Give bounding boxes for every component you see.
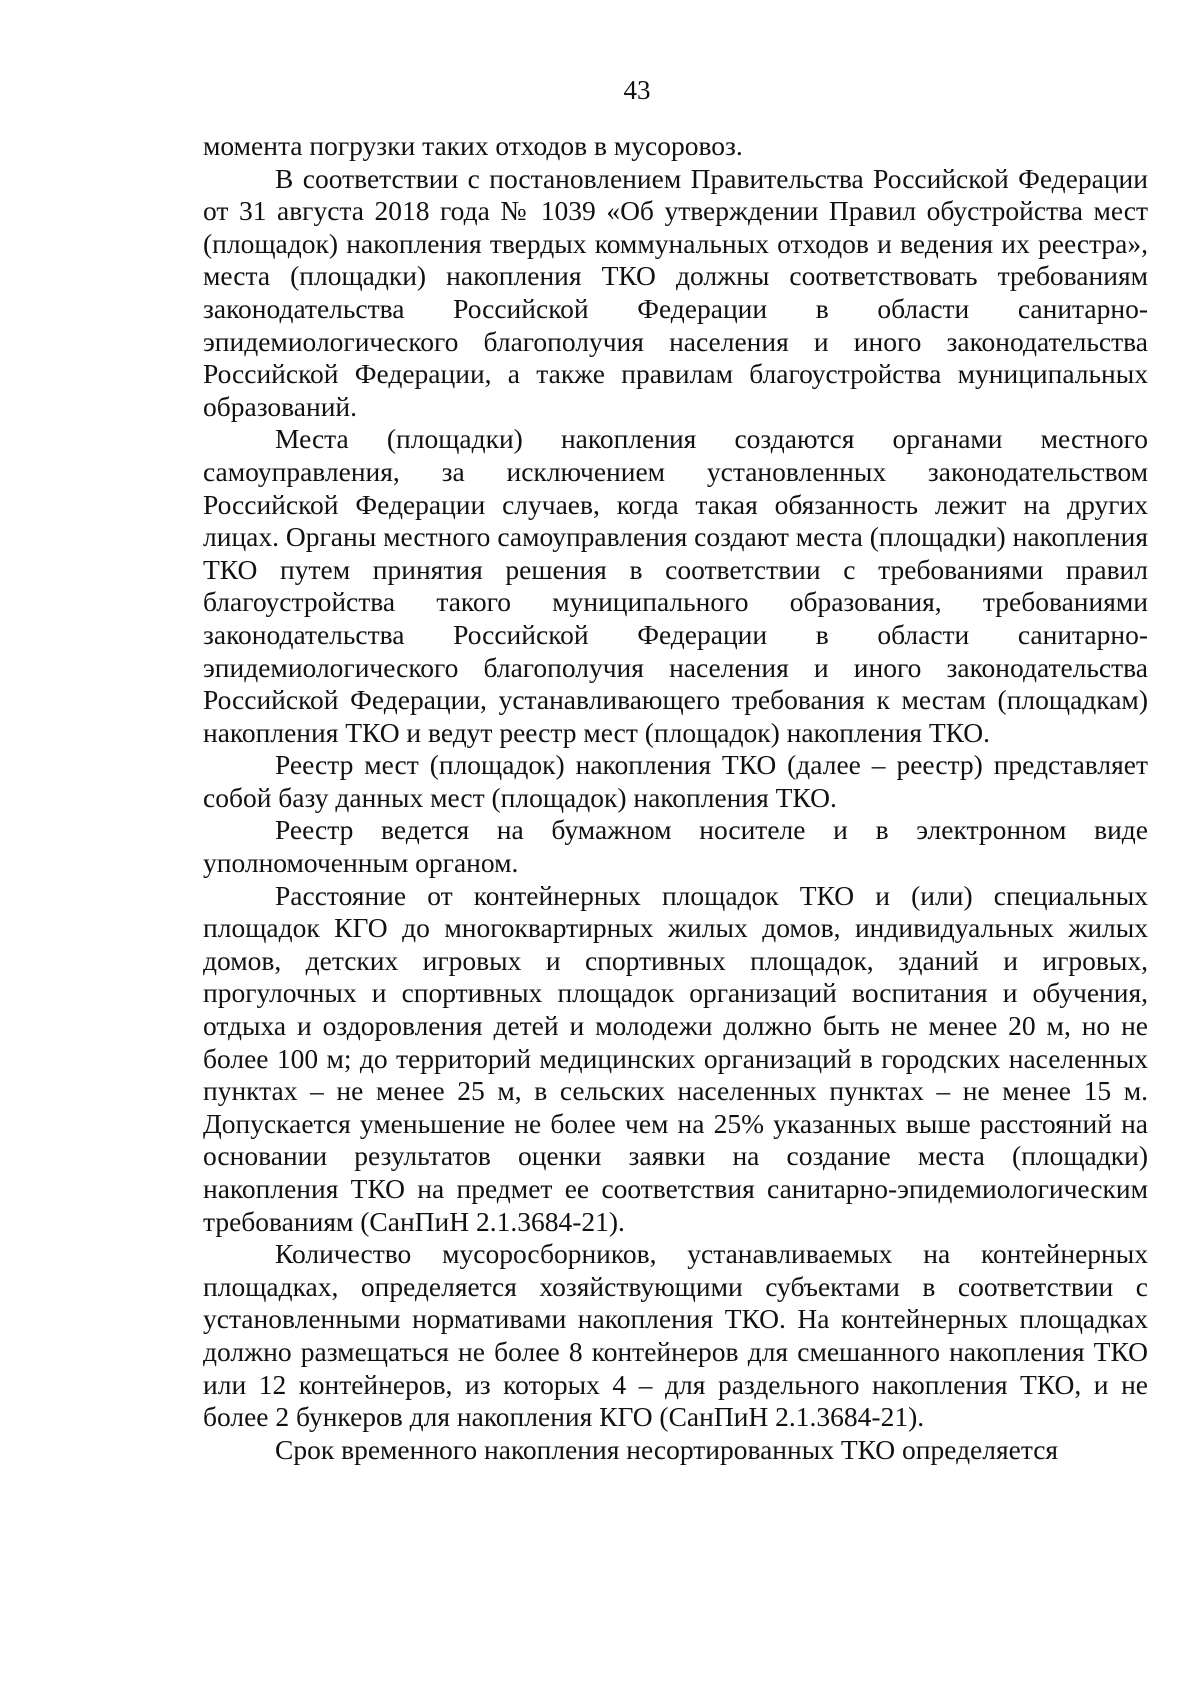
paragraph-decree-requirements: В соответствии с постановлением Правительства Российской Федерации от 31 августа 2018 года № 1039 «Об утверждении Правил обустройства мест (площадок) накопления твердых коммунальных отходов и ведения их реестра», места (площадки) накопления ТКО должны соответствовать требованиям законодательства Российской Федерации в области санитарно-эпидемиологического благополучия населения и иного законодательства Российской Федерации, а также правилам благоустройства муниципальных образований. — [203, 162, 1148, 422]
paragraph-site-creation: Места (площадки) накопления создаются органами местного самоуправления, за исключением установленных законодательством Российской Федерации случаев, когда такая обязанность лежит на других лицах. Органы местного самоуправления создают места (площадки) накопления ТКО путем принятия решения в соответствии с требованиями правил благоустройства такого муниципального образования, требованиями законодательства Российской Федерации в области санитарно-эпидемиологического благополучия населения и иного законодательства Российской Федерации, устанавливающего требования к местам (площадкам) накопления ТКО и ведут реестр мест (площадок) накопления ТКО. — [203, 423, 1148, 748]
paragraph-container-count: Количество мусоросборников, устанавливаемых на контейнерных площадках, определяется хозяйствующими субъектами в соответствии с установленными нормативами накопления ТКО. На контейнерных площадках должно размещаться не более 8 контейнеров для смешанного накопления ТКО или 12 контейнеров, из которых 4 – для раздельного накопления ТКО, и не более 2 бункеров для накопления КГО (СанПиН 2.1.3684-21). — [203, 1238, 1148, 1433]
page-number: 43 — [623, 75, 651, 105]
paragraph-distance-requirements: Расстояние от контейнерных площадок ТКО и (или) специальных площадок КГО до многоквартирных жилых домов, индивидуальных жилых домов, детских игровых и спортивных площадок, зданий и игровых, прогулочных и спортивных площадок организаций воспитания и обучения, отдыха и оздоровления детей и молодежи должно быть не менее 20 м, но не более 100 м; до территорий медицинских организаций в городских населенных пунктах – не менее 25 м, в сельских населенных пунктах – не менее 15 м. Допускается уменьшение не более чем на 25% указанных выше расстояний на основании результатов оценки заявки на создание места (площадки) накопления ТКО на предмет ее соответствия санитарно-эпидемиологическим требованиям (СанПиН 2.1.3684-21). — [203, 879, 1148, 1237]
paragraph-continuation: момента погрузки таких отходов в мусоровоз. — [203, 130, 743, 161]
paragraph-registry-definition: Реестр мест (площадок) накопления ТКО (далее – реестр) представляет собой базу данных мест (площадок) накопления ТКО. — [203, 749, 1148, 813]
paragraph-storage-period: Срок временного накопления несортированных ТКО определяется — [275, 1433, 1059, 1465]
paragraph-registry-maintenance: Реестр ведется на бумажном носителе и в электронном виде уполномоченным органом. — [203, 814, 1148, 879]
document-body — [203, 130, 1148, 1466]
